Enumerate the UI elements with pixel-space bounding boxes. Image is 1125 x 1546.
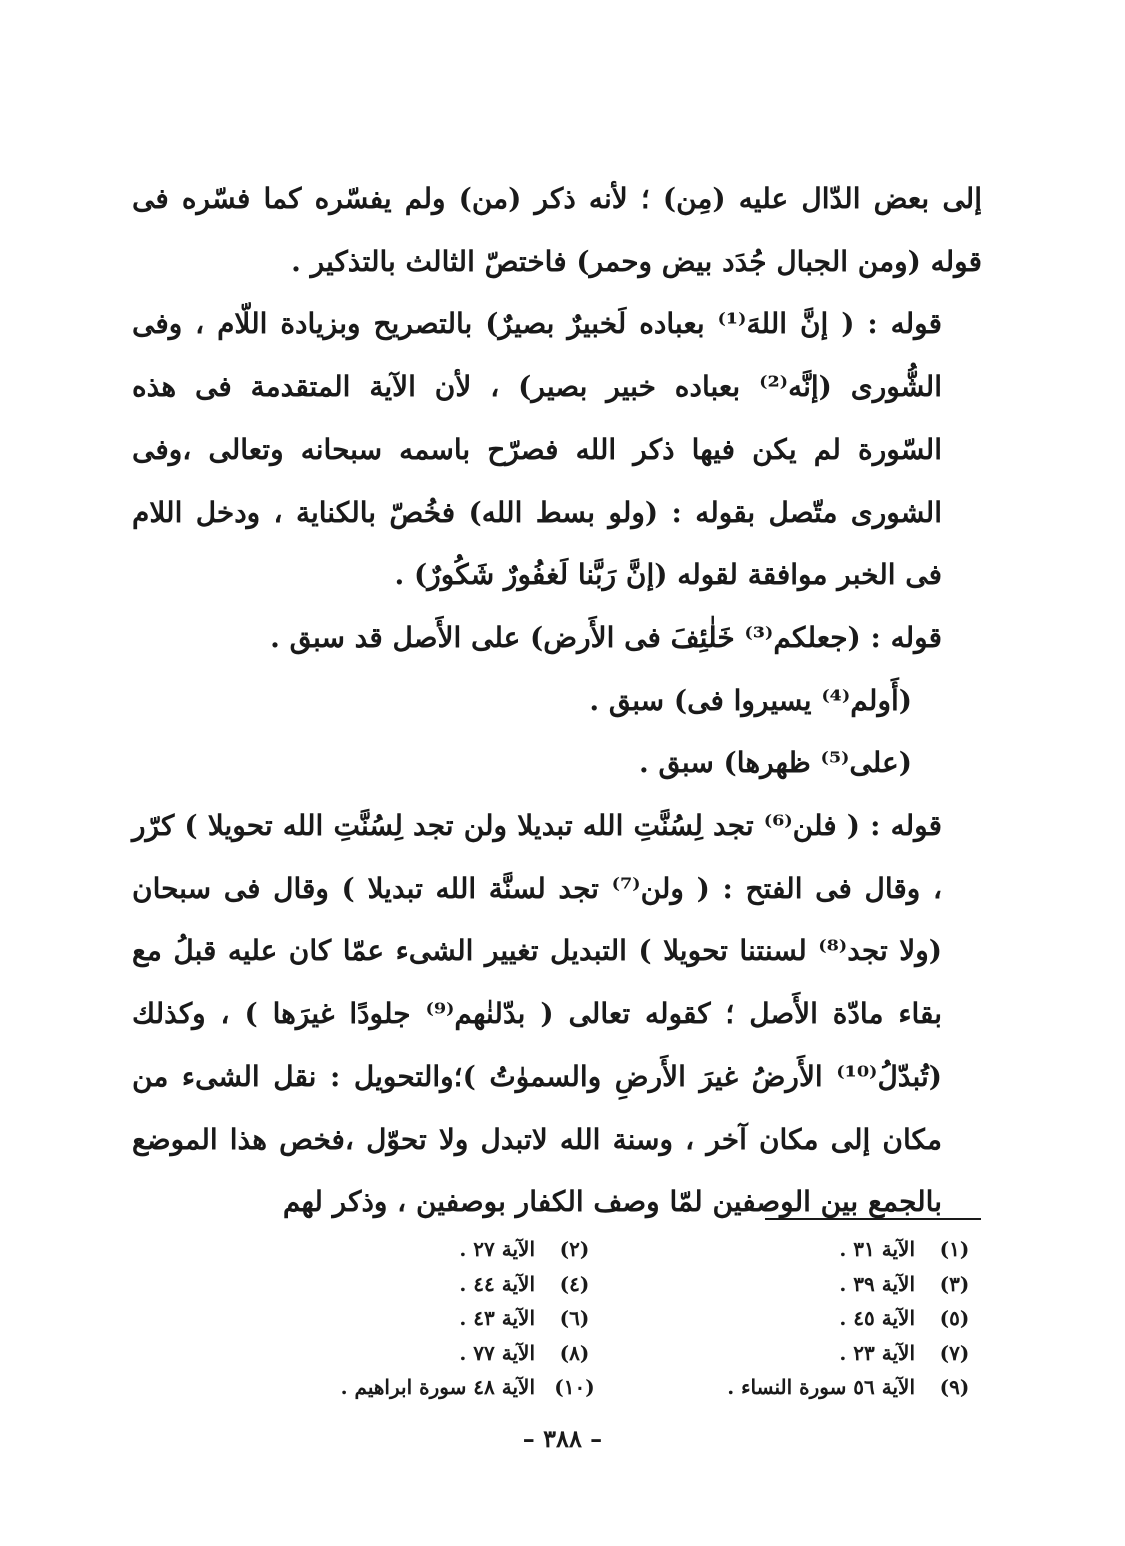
footnote-text: الآية ٤٥ . [839, 1306, 915, 1330]
footnote-row [222, 1370, 982, 1405]
footnote-4 [222, 1267, 602, 1302]
paragraph-2: قوله : ( إنَّ اللهَ⁽¹⁾ بعباده لَخبيرٌ بصيرٌ) بالتصريح وبزيادة اللّام ، وفى الشُّورى (إنَّه⁽²⁾ بعباده خبير بصير) ، لأن الآية المتقدمة فى هذه السّورة لم يكن فيها ذكر الله فصرّح باسمه سبحانه وتعالى ،وفى الشورى متّصل بقوله : (ولو بسط الله) فخُصّ بالكناية ، ودخل اللام فى الخبر موافقة لقوله (إنَّ رَبَّنا لَغفُورٌ شَكُورٌ) . [132, 307, 942, 592]
footnote-3 [602, 1267, 982, 1302]
footnote-text: الآية ٣١ . [839, 1237, 915, 1261]
footnotes [222, 1232, 982, 1405]
footnote-number: (٧) [939, 1340, 970, 1365]
footnote-7 [602, 1336, 982, 1371]
footnote-number: (٩) [939, 1375, 970, 1399]
footnote-row [222, 1301, 982, 1336]
footnote-number: (٢) [559, 1237, 590, 1261]
paragraph-6: قوله : ( فلن⁽⁶⁾ تجد لِسُنَّتِ الله تبديلا ولن تجد لِسُنَّتِ الله تحويلا ) كرّر ، وقال فى الفتح : ( ولن⁽⁷⁾ تجد لسنَّة الله تبديلا ) وقال فى سبحان (ولا تجد⁽⁸⁾ لسنتنا تحويلا ) التبديل تغيير الشىء عمّا كان عليه قبلُ مع بقاء مادّة الأَصل ؛ كقوله تعالى ( بدّلنٰهم⁽⁹⁾ جلودًا غيرَها ) ، وكذلك (تُبدّلُ⁽¹⁰⁾ الأَرضُ غيرَ الأَرضِ والسموٰتُ )؛والتحويل : نقل الشىء من مكان إلى مكان آخر ، وسنة الله لاتبدل ولا تحوّل ،فخص هذا الموضع بالجمع بين الوصفين لمّا وصف الكفار بوصفين ، وذكر لهم [132, 809, 943, 1219]
footnote-text: الآية ٤٤ . [459, 1271, 535, 1296]
paragraph-4: (أَولم⁽⁴⁾ يسيروا فى) سبق . [589, 683, 912, 717]
footnote-number: (٤) [559, 1271, 590, 1296]
footnote-2 [222, 1232, 602, 1267]
footnote-text: الآية ٤٨ سورة ابراهيم . [340, 1375, 535, 1399]
footnote-number: (٨) [559, 1340, 590, 1365]
footnote-number: (١) [939, 1237, 970, 1261]
footnote-9 [602, 1370, 982, 1405]
footnote-row [222, 1232, 982, 1267]
page-number: – ٣٨٨ – [522, 1424, 603, 1453]
footnote-row [222, 1336, 982, 1371]
footnote-number: (١٠) [554, 1375, 595, 1399]
body-text [132, 168, 982, 1234]
footnote-number: (٥) [939, 1306, 970, 1330]
footnote-text: الآية ٥٦ سورة النساء . [727, 1375, 915, 1399]
paragraph-5: (على⁽⁵⁾ ظهرها) سبق . [639, 746, 912, 780]
footnote-10 [222, 1370, 602, 1405]
footnote-6 [222, 1301, 602, 1336]
footnote-1 [602, 1232, 982, 1267]
footnote-text: الآية ٤٣ . [459, 1306, 535, 1330]
footnote-row [222, 1267, 982, 1302]
footnote-text: الآية ٧٧ . [459, 1340, 535, 1365]
footnote-separator [765, 1218, 981, 1220]
paragraph-1: إلى بعض الدّال عليه (مِن) ؛ لأنه ذكر (من) ولم يفسّره كما فسّره فى قوله (ومن الجبال جُدَد بيض وحمر) فاختصّ الثالث بالتذكير . [132, 182, 982, 278]
footnote-text: الآية ٢٣ . [839, 1340, 915, 1365]
paragraph-3: قوله : (جعلكم⁽³⁾ خَلٰئِفَ فى الأَرض) على الأَصل قد سبق . [270, 620, 942, 654]
footnote-5 [602, 1301, 982, 1336]
footnote-number: (٣) [939, 1271, 970, 1296]
footnote-8 [222, 1336, 602, 1371]
footnote-text: الآية ٣٩ . [839, 1271, 915, 1296]
footnote-text: الآية ٢٧ . [459, 1237, 535, 1261]
footnote-number: (٦) [559, 1306, 590, 1330]
